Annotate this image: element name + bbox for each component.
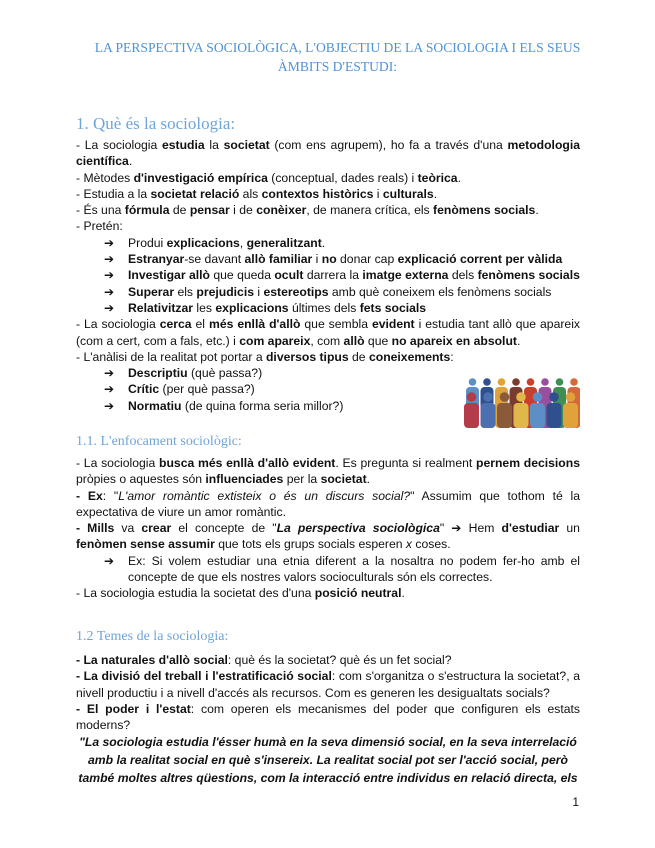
aim-item: ➔ Estranyar-se davant allò familiar i no donar cap explicació corrent per vàlida [104, 252, 563, 267]
knowledge-type: ➔ Crític (per què passa?) [104, 382, 255, 397]
person-head [498, 378, 506, 386]
aim-item: ➔ Superar els prejudicis i estereotips amb què coneixem els fenòmens socials [104, 284, 552, 299]
person-body [563, 403, 578, 428]
example-item: ➔ Ex: Si volem estudiar una etnia diferent a la nosaltra no podem fer-ho amb el concepte de que els nostres valors socioculturals són els correctes. [104, 553, 580, 585]
title-line-2: ÀMBITS D'ESTUDI: [277, 59, 398, 74]
people-crowd-illustration [462, 373, 580, 428]
arrow-icon: ➔ [104, 235, 115, 250]
person-head [483, 392, 493, 402]
s12-line-3: - El poder i l'estat: com operen els mecanismes del poder que configuren els estats moderns? [76, 701, 580, 733]
s1-line-4: - És una fórmula de pensar i de conèixer, de manera crítica, els fenòmens socials. [76, 203, 539, 218]
person-head [527, 378, 535, 386]
s11-line-4: - La sociologia estudia la societat des d'una posició neutral. [76, 586, 405, 601]
person-head [483, 378, 491, 386]
person-head [570, 378, 578, 386]
aim-item: ➔ Investigar allò que queda ocult darrera la imatge externa dels fenòmens socials [104, 268, 580, 283]
arrow-icon: ➔ [104, 366, 115, 381]
aim-item: ➔ Relativitzar les explicacions últimes dels fets socials [104, 300, 427, 315]
arrow-icon: ➔ [104, 284, 115, 299]
person-head [512, 378, 520, 386]
s11-line-2: - Ex: "L'amor romàntic extisteix o és un discurs social?" Assumim que tothom té la expectativa de viure un amor romàntic. [76, 488, 580, 519]
arrow-icon: ➔ [104, 268, 115, 283]
person-head [549, 392, 559, 402]
s1-line-5: - Pretén: [76, 219, 123, 234]
arrow-icon: ➔ [104, 553, 115, 568]
person-head [533, 392, 543, 402]
section-1-heading: 1. Què és la sociologia: [76, 114, 236, 133]
title-line-1: LA PERSPECTIVA SOCIOLÒGICA, L'OBJECTIU DE LA SOCIOLOGIA I ELS SEUS [94, 40, 581, 55]
arrow-icon: ➔ [104, 382, 115, 397]
person-body [514, 403, 529, 428]
s11-line-1: - La sociologia busca més enllà d'allò evident. Es pregunta si realment pernem decisions pròpies o aquestes són influenciades per la societat. [76, 456, 580, 487]
arrow-icon: ➔ [104, 398, 115, 413]
person-head [469, 378, 477, 386]
s1-line-2: - Mètodes d'investigació empírica (conceptual, dades reals) i teòrica. [76, 170, 461, 185]
person-body [497, 403, 512, 428]
quote-paragraph: "La sociologia estudia l'ésser humà en la seva dimensió social, en la seva interrelació amb la realitat social en què s'insereix. La realitat social pot ser l'acció social, però també moltes altres qüestions, com la interacció entre individus en relació directa, els [78, 735, 578, 786]
arrow-icon: ➔ [104, 300, 115, 315]
person-body [464, 403, 479, 428]
person-body [481, 403, 496, 428]
s1-line-6: - La sociologia cerca el més enllà d'allò que sembla evident i estudia tant allò que apareix (com a cert, com a fals, etc.) i com apareix, com allò que no apareix en absolut. [76, 317, 580, 348]
person-body [547, 403, 562, 428]
arrow-icon: ➔ [104, 252, 115, 267]
knowledge-type: ➔ Normatiu (de quina forma seria millor?) [104, 398, 344, 413]
section-1-1-heading: 1.1. L'enfocament sociològic: [76, 434, 242, 449]
section-1-1-body [76, 455, 580, 602]
document-title [60, 38, 615, 76]
person-head [556, 378, 564, 386]
s12-line-1: - La naturales d'allò social: què és la societat? què és un fet social? [76, 653, 452, 667]
person-body [530, 403, 545, 428]
s12-line-2: - La divisió del treball i l'estratificació social: com s'organitza o s'estructura la societat?, a nivell productiu i a nivell d'accés als recursos. Com es generen les desigualtats socials? [76, 669, 580, 700]
s11-line-3: - Mills va crear el concepte de "La perspectiva sociològica" ➔ Hem d'estudiar un fenòmen sense assumir que tots els grups socials esperen x coses. [76, 521, 580, 552]
person-head [467, 392, 477, 402]
s1-line-7: - L'anàlisi de la realitat pot portar a diversos tipus de coneixements: [76, 349, 454, 364]
person-head [516, 392, 526, 402]
person-head [541, 378, 549, 386]
aim-item: ➔ Produi explicacions, generalitzant. [104, 235, 326, 250]
s1-line-1: - La sociologia estudia la societat (com ens agrupem), ho fa a través d'una metodologia científica. [76, 138, 580, 169]
page-number: 1 [572, 795, 579, 809]
person-head [500, 392, 510, 402]
knowledge-type: ➔ Descriptiu (què passa?) [104, 366, 263, 381]
section-1-2-body [76, 652, 580, 787]
person-head [566, 392, 576, 402]
s1-line-3: - Estudia a la societat relació als contextos històrics i culturals. [76, 186, 438, 201]
section-1-2-heading: 1.2 Temes de la sociologia: [76, 629, 229, 644]
